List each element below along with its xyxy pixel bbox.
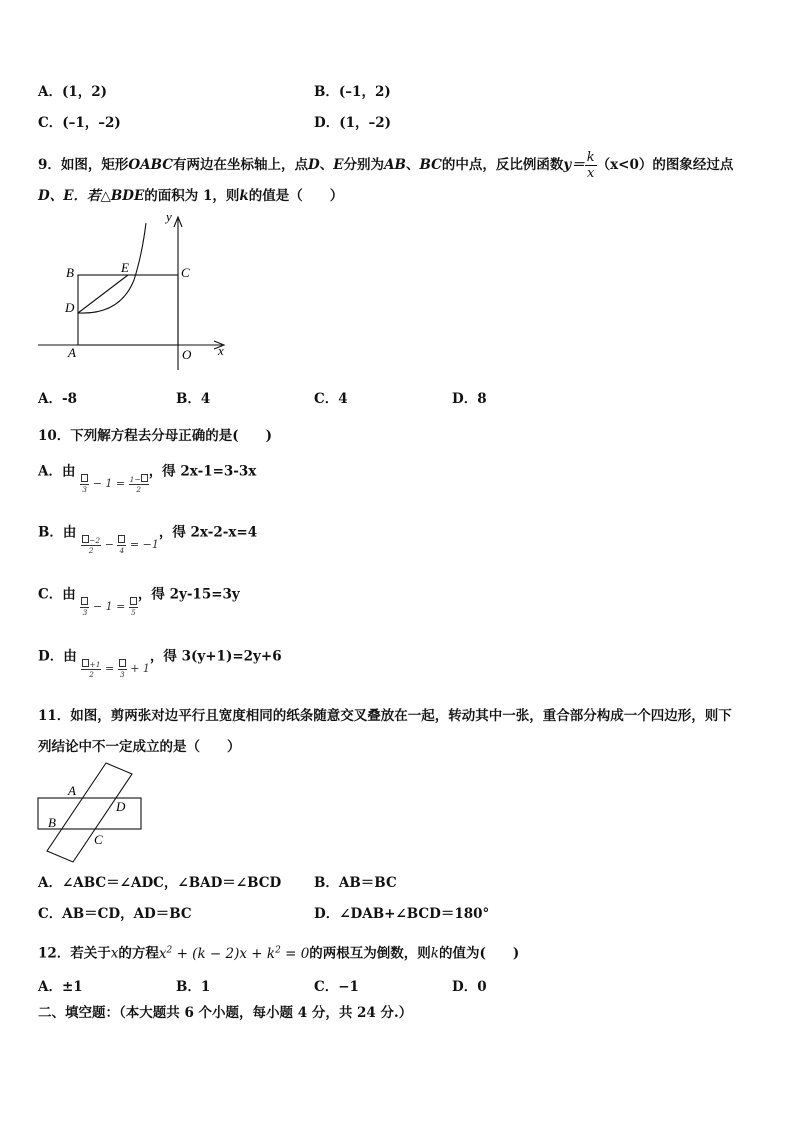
q10-option-b: B．由 $\frac{-2}{2}$ − 4 = −1，得 2x-2-x=4 xyxy=(38,524,258,555)
segment-de xyxy=(78,275,128,313)
q8-option-d: D．(1，–2) xyxy=(314,115,392,131)
q9-fraction-k-over-x: $\frac{k}{x}$ xyxy=(586,150,595,181)
label-b: B xyxy=(66,265,74,280)
q10-stem: 10．下列解方程去分母正确的是( ) xyxy=(38,428,273,444)
q10-c-equation: 3 − 1 = 5 xyxy=(80,597,137,617)
q12-equation: $x^2 + (k - 2)x + k^2 = 0$ xyxy=(158,945,310,962)
q10-option-c: C．由 3 − 1 = 5 ，得 2y-15=3y xyxy=(38,586,240,617)
label-e: E xyxy=(121,260,129,275)
q9-figure-rectangle-hyperbola xyxy=(30,205,240,375)
q9-stem-line2: D、E．若△BDE的面积为 1，则k的值是（ ） xyxy=(38,188,344,204)
q12-stem: 12．若关于x的方程$x^2 + (k - 2)x + k^2 = 0$的两根互为倒数，则k的值为( ) xyxy=(38,945,520,962)
q12-option-d: D．0 xyxy=(452,979,487,995)
q12-option-a: A．±1 xyxy=(38,979,83,995)
label-d: D xyxy=(65,300,75,315)
q9-option-c: C．4 xyxy=(314,391,348,407)
rectangle-oabc xyxy=(78,275,178,345)
q11-stem-line1: 11．如图，剪两张对边平行且宽度相同的纸条随意交叉叠放在一起，转动其中一张，重合部分构成一个四边形，则下 xyxy=(38,708,732,724)
q8-option-c: C．(–1，–2) xyxy=(38,115,121,131)
q11-figure-crossed-strips xyxy=(30,758,160,873)
q9-stem-line1: 9．如图，矩形OABC有两边在坐标轴上，点D、E分别为AB、BC的中点，反比例函数y＝ $\frac{k}{x}$ （x<0）的图象经过点 xyxy=(38,150,734,181)
q9-option-d: D．8 xyxy=(452,391,487,407)
q11-option-c: C．AB＝CD，AD＝BC xyxy=(38,906,192,922)
q11-stem-line2: 列结论中不一定成立的是（ ） xyxy=(38,739,241,755)
q8-option-a: A．(1，2) xyxy=(38,84,108,100)
q8-option-b: B．(–1，2) xyxy=(314,84,391,100)
q9-option-b: B．4 xyxy=(176,391,211,407)
q10-b-equation: $\frac{-2}{2}$ − 4 = −1 xyxy=(81,535,159,555)
q11-option-b: B．AB＝BC xyxy=(314,875,397,891)
q12-option-b: B．1 xyxy=(176,979,211,995)
q10-a-equation: 3 − 1 = $\frac{1-}{2}$ xyxy=(80,474,149,494)
label-a: A xyxy=(68,783,76,798)
label-d: D xyxy=(116,799,126,814)
q10-d-equation: $\frac{+1}{2}$ = 3 + 1 xyxy=(81,659,150,679)
q11-option-d: D．∠DAB+∠BCD＝180° xyxy=(314,906,490,922)
label-o: O xyxy=(182,347,192,362)
q12-option-c: C．−1 xyxy=(314,979,359,995)
hyperbola-curve xyxy=(78,223,146,313)
q10-option-d: D．由 $\frac{+1}{2}$ = 3 + 1，得 3(y+1)=2y+6 xyxy=(38,648,282,679)
q10-option-a: A．由 3 − 1 = $\frac{1-}{2}$ ，得 2x-1=3-3x xyxy=(38,463,257,494)
label-c: C xyxy=(94,832,103,847)
label-y: y xyxy=(166,209,172,224)
q11-option-a: A．∠ABC＝∠ADC，∠BAD＝∠BCD xyxy=(38,875,282,891)
section-2-heading: 二、填空题：（本大题共 6 个小题，每小题 4 分，共 24 分.） xyxy=(38,1005,413,1021)
label-x: x xyxy=(218,343,224,358)
label-a: A xyxy=(68,345,76,360)
label-b: B xyxy=(48,815,56,830)
q9-option-a: A．-8 xyxy=(38,391,77,407)
label-c: C xyxy=(181,265,190,280)
